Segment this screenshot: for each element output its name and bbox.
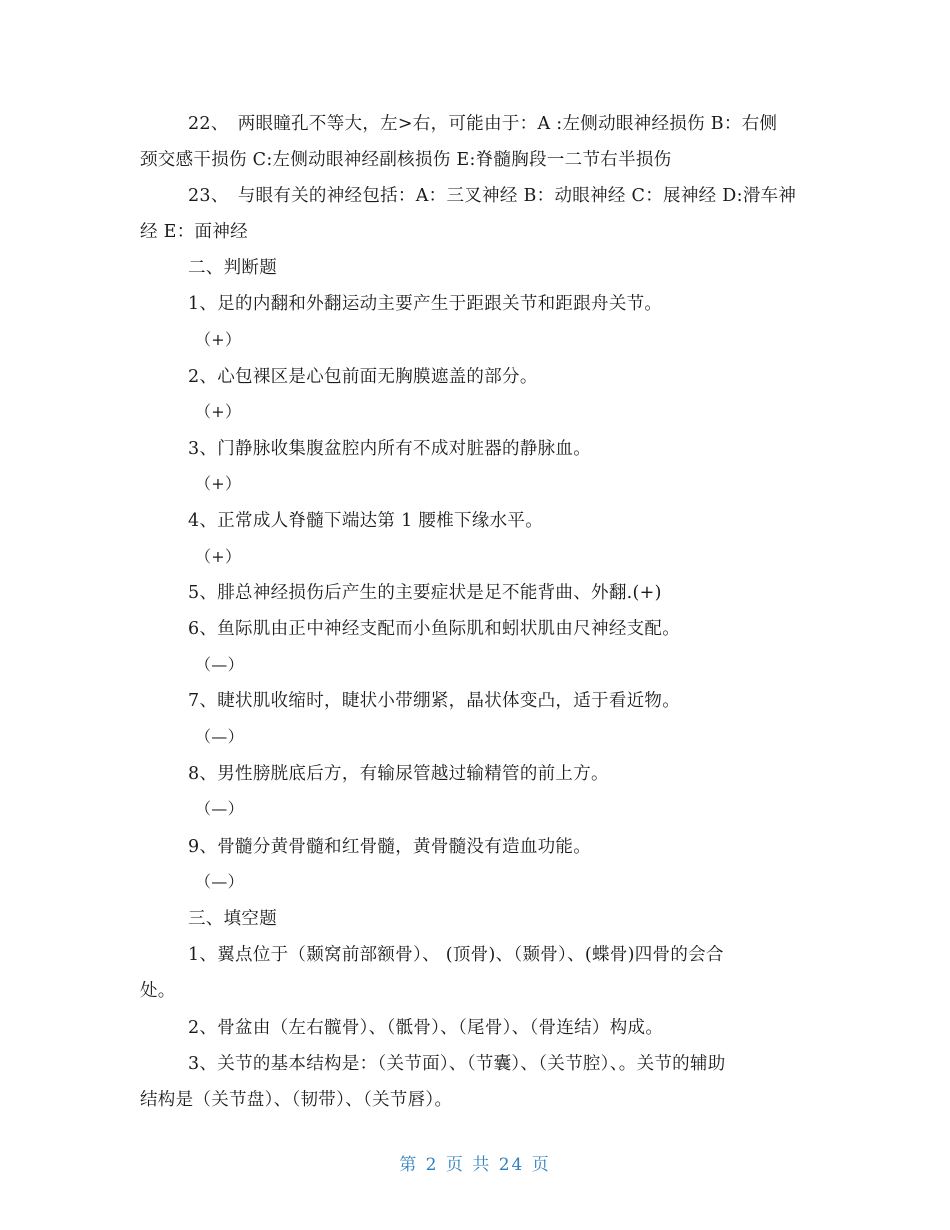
fill-item-1-line-1: 1、翼点位于（颞窝前部额骨）、 (顶骨)、（颞骨）、(蝶骨)四骨的会合 xyxy=(188,945,724,965)
tf-answer-1: （+） xyxy=(195,330,242,349)
tf-answer-8: （—） xyxy=(195,799,244,818)
question-22-line-1: 22、 两眼瞳孔不等大，左>右，可能由于：A :左侧动眼神经损伤 B：右侧 xyxy=(188,114,778,134)
tf-item-4: 4、正常成人脊髓下端达第 1 腰椎下缘水平。 xyxy=(188,511,543,531)
tf-answer-6: （—） xyxy=(195,655,244,674)
section-heading-true-false: 二、判断题 xyxy=(188,258,277,278)
fill-item-2: 2、骨盆由（左右髋骨）、（骶骨）、（尾骨）、（骨连结）构成。 xyxy=(188,1018,664,1038)
tf-item-3: 3、门静脉收集腹盆腔内所有不成对脏器的静脉血。 xyxy=(188,439,592,459)
fill-item-1-line-2: 处。 xyxy=(140,981,176,1001)
fill-item-3-line-2: 结构是（关节盘）、（韧带）、（关节唇）。 xyxy=(140,1090,453,1110)
fill-item-3-line-1: 3、关节的基本结构是：（关节面）、（节囊）、（关节腔）、。关节的辅助 xyxy=(188,1054,726,1074)
tf-item-1: 1、足的内翻和外翻运动主要产生于距跟关节和距跟舟关节。 xyxy=(188,294,663,314)
tf-item-9: 9、骨髓分黄骨髓和红骨髓，黄骨髓没有造血功能。 xyxy=(188,837,592,857)
question-23-line-1: 23、 与眼有关的神经包括：A：三叉神经 B：动眼神经 C：展神经 D:滑车神 xyxy=(188,186,797,206)
question-23-line-2: 经 E：面神经 xyxy=(140,222,248,242)
question-22-line-2: 颈交感干损伤 C:左侧动眼神经副核损伤 E:脊髓胸段一二节右半损伤 xyxy=(140,150,672,170)
tf-answer-3: （+） xyxy=(195,474,242,493)
tf-item-6: 6、鱼际肌由正中神经支配而小鱼际肌和蚓状肌由尺神经支配。 xyxy=(188,619,681,639)
tf-item-8: 8、男性膀胱底后方，有输尿管越过输精管的前上方。 xyxy=(188,764,609,784)
section-heading-fill-blank: 三、填空题 xyxy=(188,909,277,929)
tf-item-5: 5、腓总神经损伤后产生的主要症状是足不能背曲、外翻.(+) xyxy=(188,583,662,603)
tf-item-2: 2、心包裸区是心包前面无胸膜遮盖的部分。 xyxy=(188,367,538,387)
page-footer: 第 2 页 共 24 页 xyxy=(399,1155,551,1175)
tf-answer-7: （—） xyxy=(195,727,244,746)
tf-answer-4: （+） xyxy=(195,547,242,566)
tf-answer-9: （—） xyxy=(195,872,244,891)
tf-answer-2: （+） xyxy=(195,402,242,421)
tf-item-7: 7、睫状肌收缩时，睫状小带绷紧，晶状体变凸，适于看近物。 xyxy=(188,691,681,711)
